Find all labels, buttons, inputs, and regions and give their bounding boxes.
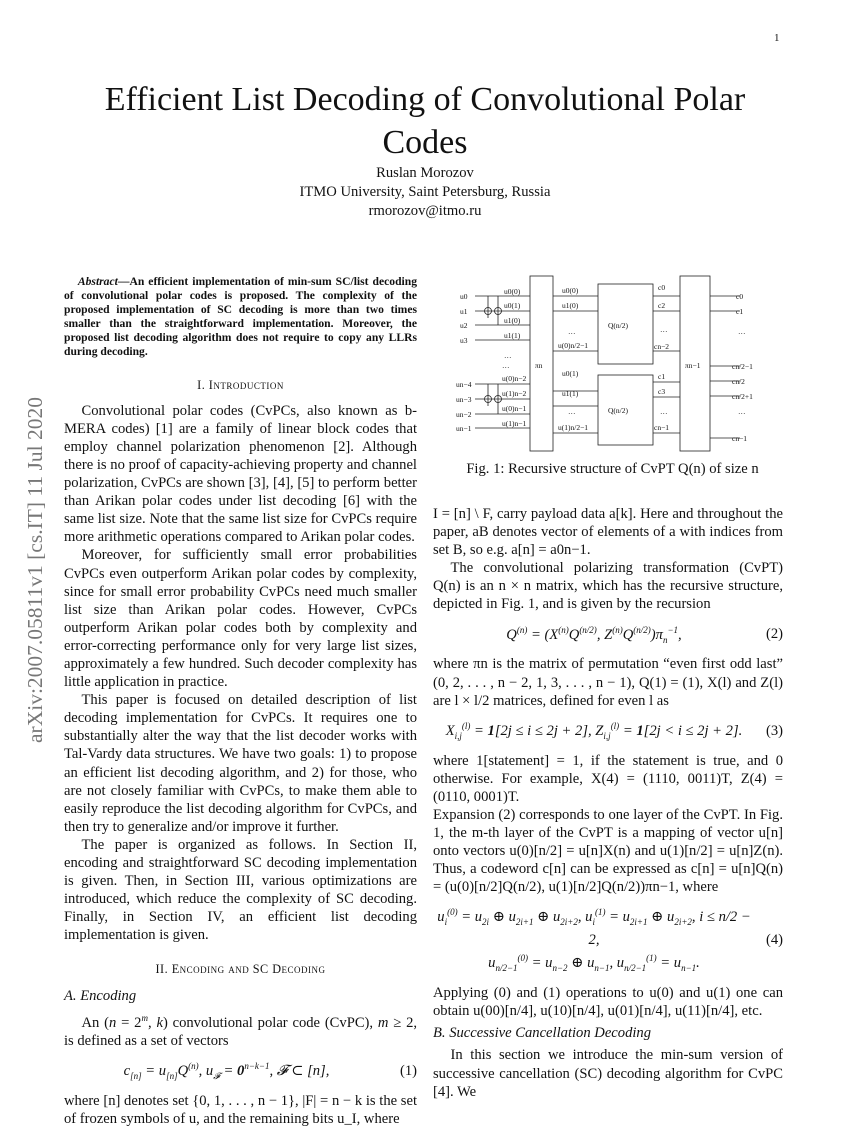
fig-input-label: u1 [460, 307, 468, 316]
abstract-text: —An efficient implementation of min-sum SC/list decoding of convolutional polar codes is proposed. The complexity of the proposed implementation of SC decoding is more than two times smaller than the straightforward implementation. Moreover, the proposed list decoding algorithm does not require to copy any LLRs during decoding. [64, 275, 417, 359]
fig-c-bottom-label: … [660, 407, 668, 416]
section-1-heading: I. Introduction [197, 377, 284, 392]
fig-q-right-top-label: u(0)n/2−1 [558, 341, 589, 350]
fig-mid-label: u(0)n−1 [502, 404, 527, 413]
fig-q-bottom-label: Q(n/2) [608, 406, 628, 415]
fig-output-label: cn/2+1 [732, 392, 753, 401]
intro-paragraph-1: Convolutional polar codes (CvPCs, also known as b-MERA codes) [1] are a family of linear block codes that employ channel polarization phenomenon [2]. Although there is no proof of capacity-achieving property and channel polarization, CvPCs are shown [3], [4], [5] to perform better than Arikan polar codes under list decoding [6] with the same list size. Note that the same list size for CvPCs require more arithmetic operations compared to Arikan polar codes. [64, 402, 417, 546]
intro-paragraph-2: Moreover, for sufficiently small error probabilities CvPCs even outperform Arikan polar codes by complexity, since for small error probability CvPCs need much smaller list size than Arikan polar codes. However, CvPCs outperform Arikan polar codes both by complexity and error-correcting performance only for very large list sizes, approximately a few hundred. Such decoder complexity has little application in practice. [64, 547, 417, 691]
arxiv-stamp [12, 283, 52, 745]
fig-pi-inv-label: πn−1 [685, 361, 701, 370]
intro-paragraph-4: The paper is organized as follows. In Section II, encoding and straightforward SC decoding implementation is given. Then, in Section III, various optimizations are introduced, which reduce the complexity of SC decoding. Finally, in Section IV, an efficient list decoding implementation is given. [64, 836, 417, 944]
right-paragraph-5: Applying (0) and (1) operations to u(0) and u(1) one can obtain u(00)[n/4], u(10)[n/4], u(01)[n/4], u(11)[n/4], etc. [433, 985, 783, 1020]
right-paragraph-3: where πn is the matrix of permutation “even first odd last” (0, 2, . . . , n − 2, 1, 3, . . . , n − 1), Q(1) = (1), X(l) and Z(l) are l × l/2 matrices, defined for even l as [433, 656, 783, 709]
fig-c-top-label: c0 [658, 283, 666, 292]
figure-1 [440, 268, 785, 453]
fig-output-label: … [738, 327, 746, 336]
fig-q-right-bottom-label: u(1)n/2−1 [558, 423, 589, 432]
encoding-paragraph-1: An ($n = 2^m$, k) convolutional polar code (CvPC), m ≥ 2, is defined as a set of vectors [64, 1012, 418, 1049]
figure-1-caption: Fig. 1: Recursive structure of CvPT Q(n) of size n [466, 461, 759, 477]
fig-pi-label: πn [535, 361, 543, 370]
fig-q-top-label: Q(n/2) [608, 321, 628, 330]
fig-input-label: un−2 [456, 410, 472, 419]
equation-3: $X_{i,j}^{(l)} = 1[2j \le i \le 2j + 2]$, $Z_{i,j}^{(l)} = 1[2j < i \le 2j + 2]$. (3) [445, 720, 783, 741]
paper-title: Efficient List Decoding of Convolutional Polar Codes [104, 81, 746, 161]
equation-1: $c_{[n]} = u_{[n]}Q^{(n)}$, $u_𝓕 = 0^{n-k-1}$, 𝓕 ⊂ [n], (1) [123, 1060, 417, 1081]
author-block [125, 164, 725, 221]
fig-mid-label: u(1)n−2 [502, 389, 527, 398]
fig-input-label: u2 [460, 321, 468, 330]
fig-input-label: u3 [460, 336, 468, 345]
fig-output-label: cn−1 [732, 434, 748, 443]
equation-3-number: (3) [765, 722, 783, 739]
fig-mid-label: u1(0) [504, 316, 521, 325]
subsection-2a-heading: A. Encoding [64, 987, 137, 1004]
fig-c-bottom-label: c1 [658, 372, 666, 381]
subsection-2b-heading: B. Successive Cancellation Decoding [433, 1025, 652, 1042]
fig-input-label: un−3 [456, 395, 472, 404]
right-column [433, 505, 783, 1101]
arxiv-stamp-text: arXiv:2007.05811v1 [cs.IT] 11 Jul 2020 [23, 397, 47, 743]
author-affiliation: ITMO University, Saint Petersburg, Russia [299, 184, 551, 200]
right-paragraph-2: The convolutional polarizing transformation (CvPT) Q(n) is an n × n matrix, which has the recursive structure, depicted in Fig. 1, and is given by the recursion [433, 560, 783, 613]
fig-output-label: cn/2−1 [732, 362, 753, 371]
abstract-label: Abstract [77, 275, 118, 288]
fig-q-right-top-label: … [568, 327, 576, 336]
fig-c-bottom-label: cn−1 [654, 423, 670, 432]
fig-mid-label: … [504, 351, 512, 360]
left-column [64, 275, 417, 1128]
encoding-paragraph-2: where [n] denotes set {0, 1, . . . , n − 1}, |F| = n − k is the set of frozen symbols of u, and the remaining bits u_I, where [64, 1092, 417, 1127]
equation-2-number: (2) [765, 626, 783, 643]
fig-c-top-label: cn−2 [654, 342, 670, 351]
fig-mid-label: u0(0) [504, 287, 521, 296]
equation-2: $Q^{(n)} = (X^{(n)}Q^{(n/2)}$, $Z^{(n)}Q^{(n/2)})\pi_n^{-1}$, (2) [506, 624, 783, 645]
fig-output-label: cn/2 [732, 377, 745, 386]
equation-4-number: (4) [765, 932, 783, 949]
fig-q-right-top-label: u1(0) [562, 301, 579, 310]
right-paragraph-4b: Expansion (2) corresponds to one layer of the CvPT. In Fig. 1, the m-th layer of the CvPT is a mapping of vector u[n] onto vectors u(0)[n/2] = u[n]X(n) and u(1)[n/2] = u[n]Z(n). Thus, a codeword c[n] can be expressed as c[n] = u[n]Q(n) = (u(0)[n/2]Q(n/2), u(1)[n/2]Q(n/2))πn−1, where [433, 806, 783, 896]
author-name: Ruslan Morozov [376, 165, 474, 181]
fig-mid-label: u1(1) [504, 331, 521, 340]
section-2-heading: II. Encoding and SC Decoding [155, 962, 326, 977]
fig-c-top-label: … [660, 325, 668, 334]
equation-4: $u_i^{(0)} = u_{2i}$ ⊕ $u_{2i+1}$ ⊕ $u_{2i+2}$, $u_i^{(1)} = u_{2i+1}$ ⊕ $u_{2i+2}$, i ≤ n/2 − 2, $u_{n/2-1}^{(0)} = u_{n-2}$ ⊕ $u_{n-1}$, $u_{n/2-1}^{(1)} = u_{n-1}$. (4) [437, 907, 783, 974]
right-paragraph-6: In this section we introduce the min-sum version of successive cancellation (SC) decoding algorithm for CvPC [4]. We [433, 1047, 783, 1100]
fig-mid-label: u(0)n−2 [502, 374, 527, 383]
fig-input-label: … [502, 361, 510, 370]
fig-input-label: un−4 [456, 380, 472, 389]
fig-mid-label: u0(1) [504, 301, 521, 310]
intro-paragraph-3: This paper is focused on detailed description of list decoding implementation for CvPCs. It requires one to substantially alter the way that the list decoder works with Tal-Vardy data structures. We have two goals: 1) to propose an efficient list decoding algorithm, and 2) for those, who are not closely familiar with CvPCs, to make them able to easily reproduce the list decoding algorithm for CvPCs, and then try to generalize and/or improve it further. [64, 692, 417, 835]
fig-output-label: … [738, 407, 746, 416]
fig-output-label: c0 [736, 292, 744, 301]
fig-q-right-top-label: u0(0) [562, 286, 579, 295]
fig-input-label: un−1 [456, 424, 472, 433]
fig-input-label: u0 [460, 292, 468, 301]
author-email: rmorozov@itmo.ru [368, 203, 482, 219]
fig-mid-label: u(1)n−1 [502, 419, 527, 428]
fig-c-bottom-label: c3 [658, 387, 666, 396]
abstract [64, 275, 417, 360]
fig-q-right-bottom-label: u1(1) [562, 389, 579, 398]
page-number: 1 [774, 32, 780, 44]
fig-output-label: c1 [736, 307, 744, 316]
fig-q-right-bottom-label: u0(1) [562, 369, 579, 378]
equation-1-number: (1) [399, 1062, 417, 1079]
fig-c-top-label: c2 [658, 301, 666, 310]
right-paragraph-1: I = [n] \ F, carry payload data a[k]. Here and throughout the paper, aB denotes vector of elements of a with indices from set B, so e.g. a[n] = a0n−1. [433, 506, 783, 559]
right-paragraph-4a: where 1[statement] = 1, if the statement is true, and 0 otherwise. For example, X(4) = (1110, 0011)T, Z(4) = (0110, 0001)T. [433, 752, 783, 805]
fig-q-right-bottom-label: … [568, 407, 576, 416]
